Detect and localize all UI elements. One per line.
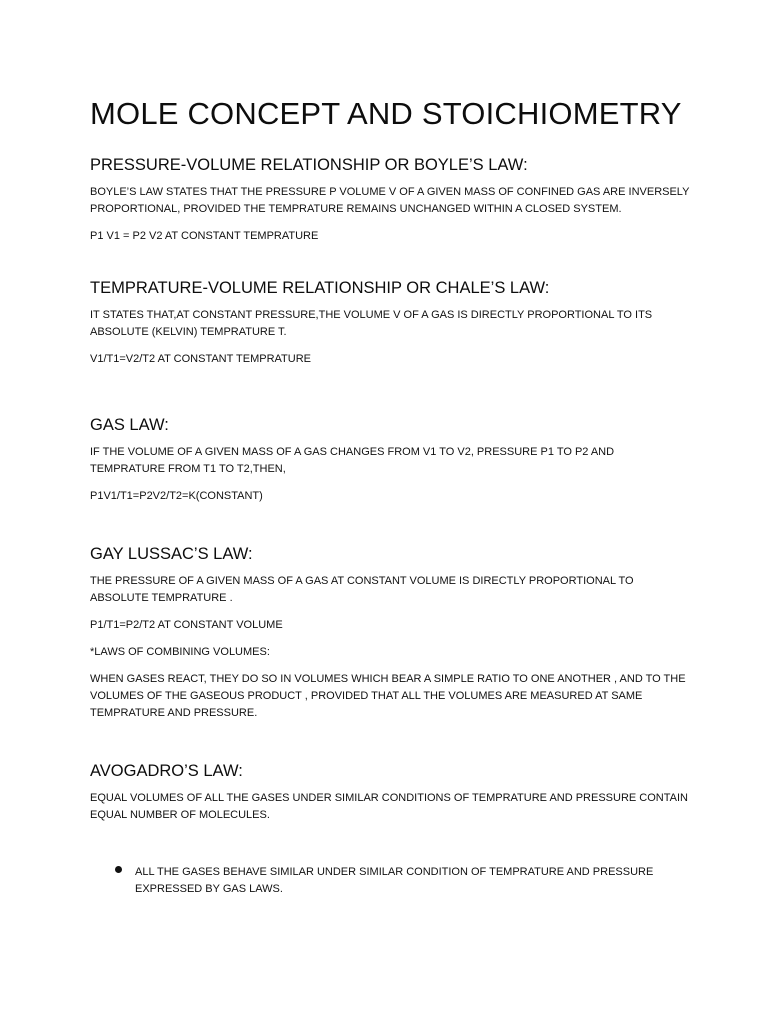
gas-law-formula: P1V1/T1=P2V2/T2=K(CONSTANT) [90,490,263,502]
gas-law-text: IF THE VOLUME OF A GIVEN MASS OF A GAS CHANGES FROM V1 TO V2, PRESSURE P1 TO P2 AND TEMPRATURE FROM T1 TO T2,THEN, [90,446,615,475]
boyles-law-text: BOYLE’S LAW STATES THAT THE PRESSURE P VOLUME V OF A GIVEN MASS OF CONFINED GAS ARE INVERSELY PROPORTIONAL, PROVIDED THE TEMPRATURE REMAINS UNCHANGED WITHIN A CLOSED SYSTEM. [90,186,690,215]
boyles-law-formula: P1 V1 = P2 V2 AT CONSTANT TEMPRATURE [90,230,319,242]
combining-volumes-text: WHEN GASES REACT, THEY DO SO IN VOLUMES WHICH BEAR A SIMPLE RATIO TO ONE ANOTHER , AND TO THE VOLUMES OF THE GASEOUS PRODUCT , PROVIDED THAT ALL THE VOLUMES ARE MEASURED AT SAME TEMPRATURE AND PRESSURE. [90,673,686,719]
avogadro-law-heading: AVOGADRO’S LAW: [90,762,243,780]
avogadro-bullet-text: ALL THE GASES BEHAVE SIMILAR UNDER SIMILAR CONDITION OF TEMPRATURE AND PRESSURE EXPRESSED BY GAS LAWS. [135,866,654,895]
avogadro-law-text: EQUAL VOLUMES OF ALL THE GASES UNDER SIMILAR CONDITIONS OF TEMPRATURE AND PRESSURE CONTAIN EQUAL NUMBER OF MOLECULES. [90,792,688,821]
gay-lussac-law-heading: GAY LUSSAC’S LAW: [90,545,253,563]
document-content [90,94,690,898]
document-title: MOLE CONCEPT AND STOICHIOMETRY [90,96,682,131]
gay-lussac-law-text: THE PRESSURE OF A GIVEN MASS OF A GAS AT CONSTANT VOLUME IS DIRECTLY PROPORTIONAL TO ABSOLUTE TEMPRATURE . [90,575,634,604]
charles-law-heading: TEMPRATURE-VOLUME RELATIONSHIP OR CHALE’S LAW: [90,279,550,297]
avogadro-bullet-item [90,864,690,898]
bullet-dot-icon [115,866,122,873]
gay-lussac-law-formula: P1/T1=P2/T2 AT CONSTANT VOLUME [90,619,283,631]
boyles-law-heading: PRESSURE-VOLUME RELATIONSHIP OR BOYLE’S LAW: [90,156,528,174]
charles-law-text: IT STATES THAT,AT CONSTANT PRESSURE,THE VOLUME V OF A GAS IS DIRECTLY PROPORTIONAL TO ITS ABSOLUTE (KELVIN) TEMPRATURE T. [90,309,653,338]
combining-volumes-heading: *LAWS OF COMBINING VOLUMES: [90,646,270,658]
gas-law-heading: GAS LAW: [90,416,169,434]
charles-law-formula: V1/T1=V2/T2 AT CONSTANT TEMPRATURE [90,353,311,365]
